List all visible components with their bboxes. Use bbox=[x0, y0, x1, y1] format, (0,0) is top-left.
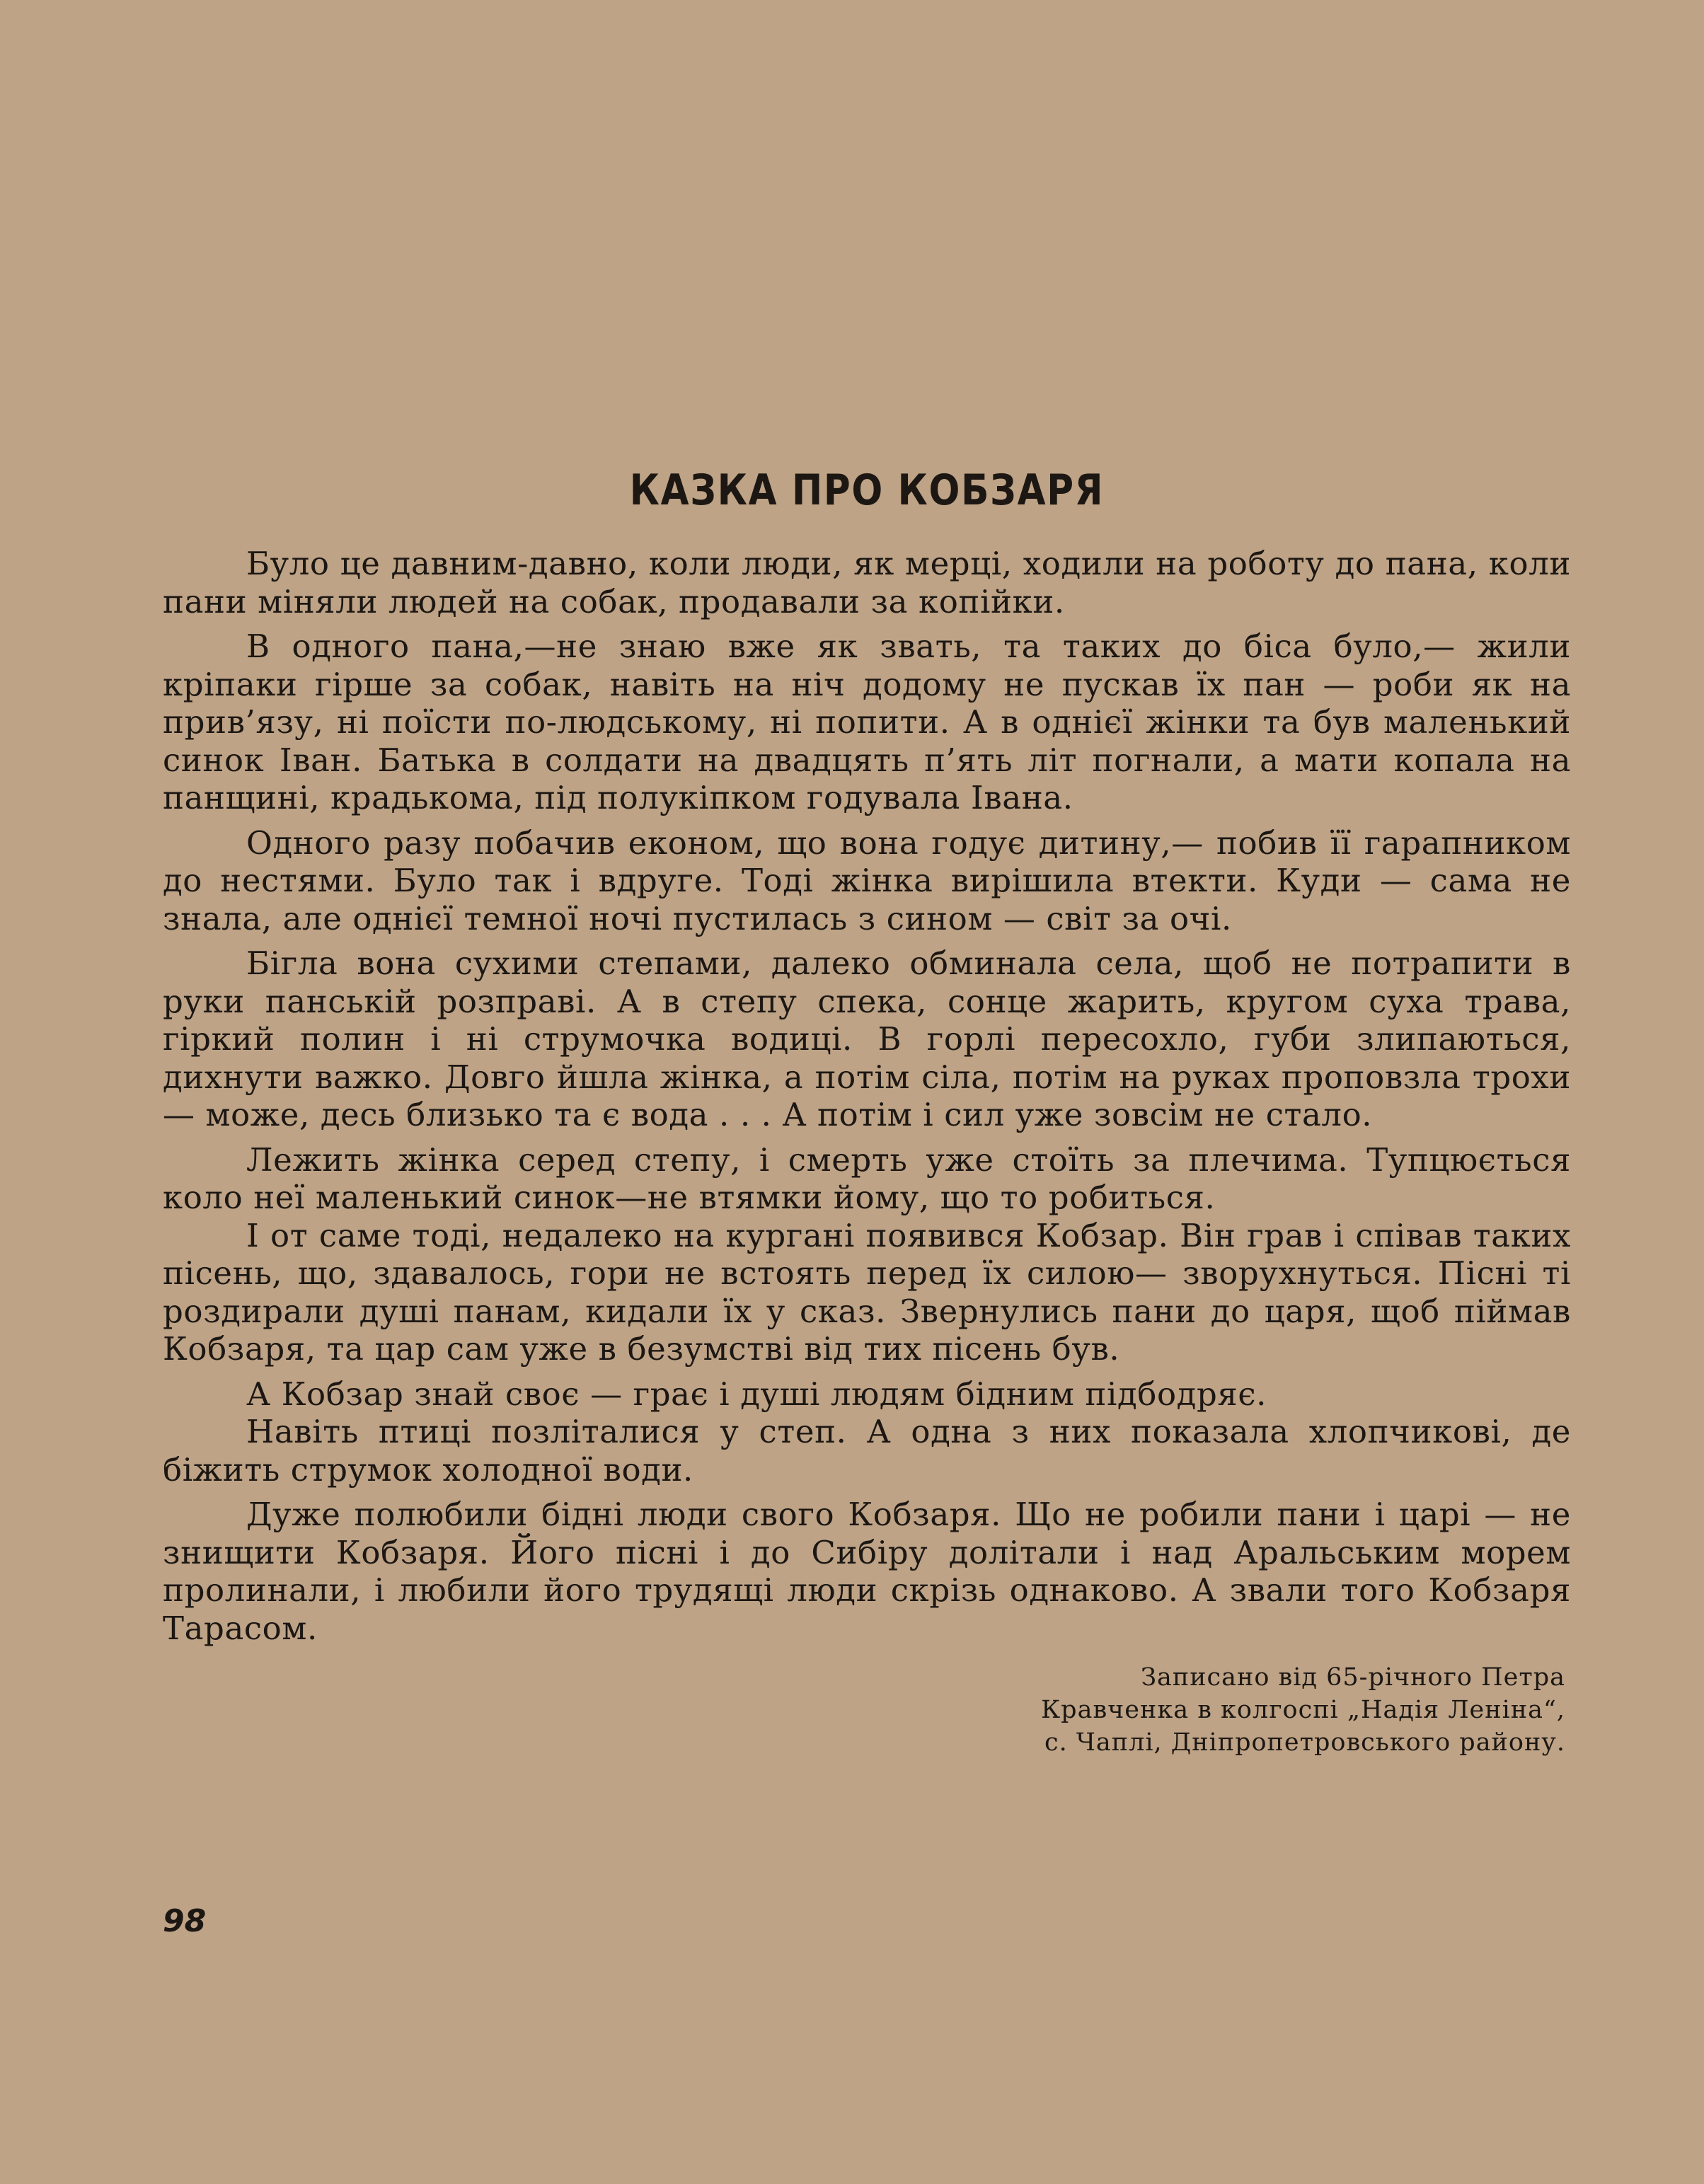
paragraph: Одного разу побачив економ, що вона годує дитину,— побив її гарапником до нестями. Було так і вдруге. Тоді жінка вирішила втекти. Куди — сама не знала, але однієї темної ночі пустилась з сином — світ за очі. bbox=[163, 824, 1571, 937]
page-content bbox=[163, 453, 1571, 1759]
paragraph: Було це давним-давно, коли люди, як мерці, ходили на роботу до пана, коли пани міняли людей на собак, продавали за копійки. bbox=[163, 545, 1571, 620]
paragraph: А Кобзар знай своє — грає і душі людям бідним підбодряє. bbox=[246, 1375, 1267, 1413]
paragraph: Навіть птиці позліталися у степ. А одна з них показала хлопчикові, де біжить струмок холодної води. bbox=[163, 1413, 1571, 1489]
paragraph: І от саме тоді, недалеко на кургані появився Кобзар. Він грав і співав таких пісень, що, здавалось, гори не встоять перед їх силою— зворухнуться. Пісні ті роздирали душі панам, кидали їх у сказ. Звернулись пани до царя, щоб піймав Кобзаря, та цар сам уже в безумстві від тих пісень був. bbox=[163, 1216, 1571, 1368]
attribution bbox=[163, 1661, 1571, 1759]
attribution-line: Записано від 65-річного Петра bbox=[1141, 1663, 1565, 1692]
attribution-line: с. Чаплі, Дніпропетровського району. bbox=[1044, 1728, 1565, 1757]
attribution-line: Кравченка в колгоспі „Надія Леніна“, bbox=[1041, 1696, 1565, 1724]
paragraph: В одного пана,—не знаю вже як звать, та таких до біса було,— жили кріпаки гірше за собак, навіть на ніч додому не пускав їх пан — роби як на прив’язу, ні поїсти по-людському, ні попити. А в однієї жінки та був маленький синок Іван. Батька в солдати на двадцять п’ять літ погнали, а мати копала на панщині, крадькома, під полукіпком годувала Івана. bbox=[163, 628, 1571, 816]
story-title: КАЗКА ПРО КОБЗАРЯ bbox=[629, 466, 1105, 515]
story-text bbox=[163, 545, 1571, 1647]
paragraph: Лежить жінка серед степу, і смерть уже стоїть за плечима. Тупцюється коло неї маленький синок—не втямки йому, що то робиться. bbox=[163, 1140, 1571, 1216]
paragraph: Дуже полюбили бідні люди свого Кобзаря. Що не робили пани і царі — не знищити Кобзаря. Його пісні і до Сибіру долітали і над Аральським морем пролинали, і любили його трудящі люди скрізь однаково. А звали того Кобзаря Тарасом. bbox=[163, 1496, 1571, 1647]
paragraph: Бігла вона сухими степами, далеко обминала села, щоб не потрапити в руки панській розправі. А в степу спека, сонце жарить, кругом суха трава, гіркий полин і ні струмочка водиці. В горлі пересохло, губи злипаються, дихнути важко. Довго йшла жінка, а потім сіла, потім на руках проповзла трохи — може, десь близько та є вода . . . А потім і сил уже зовсім не стало. bbox=[163, 944, 1571, 1133]
page-number: 98 bbox=[163, 1903, 207, 1939]
